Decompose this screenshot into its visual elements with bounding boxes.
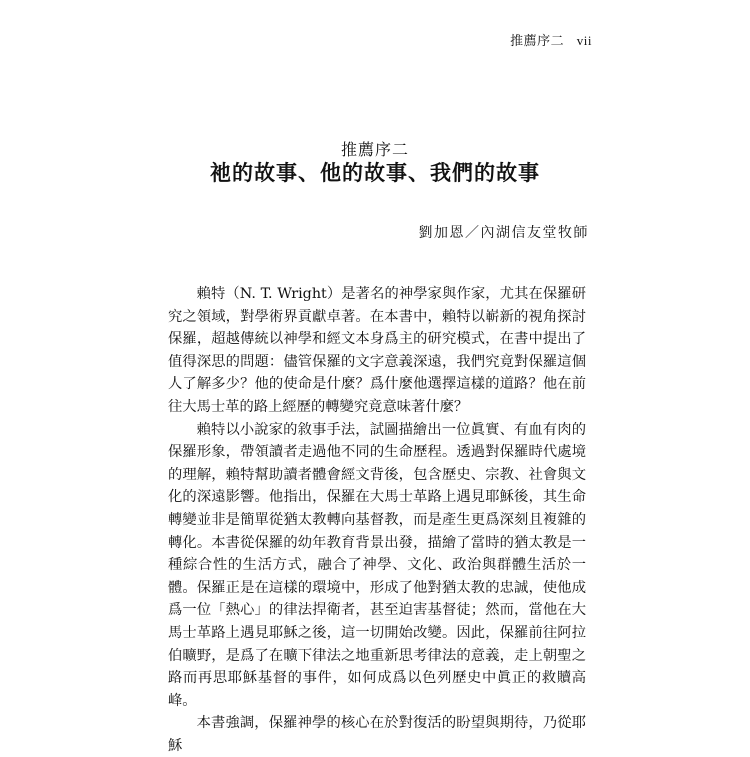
- running-header-title: 推薦序二: [510, 34, 565, 49]
- paragraph: 賴特（N. T. Wright）是著名的神學家與作家，尤其在保羅研究之領域，對學術界貢獻卓著。在本書中，賴特以嶄新的視角探討保羅，超越傳統以神學和經文本身爲主的研究模式，在書中提出了值得深思的問題：儘管保羅的文字意義深遠，我們究竟對保羅這個人了解多少？他的使命是什麼？爲什麼他選擇這樣的道路？他在前往大馬士革的路上經歷的轉變究竟意味著什麼？: [168, 286, 586, 415]
- chapter-title: 祂的故事、他的故事、我們的故事: [210, 160, 540, 185]
- running-header: [510, 30, 592, 49]
- paragraph: 賴特以小說家的敘事手法，試圖描繪出一位眞實、有血有肉的保羅形象，帶領讀者走過他不同的生命歷程。透過對保羅時代處境的理解，賴特幫助讀者體會經文背後，包含歷史、宗教、社會與文化的深遠影響。他指出，保羅在大馬士革路上遇見耶穌後，其生命轉變並非是簡單從猶太教轉向基督教，而是產生更爲深刻且複雜的轉化。本書從保羅的幼年教育背景出發，描繪了當時的猶太教是一種綜合性的生活方式，融合了神學、文化、政治與群體生活於一體。保羅正是在這樣的環境中，形成了他對猶太教的忠誠，使他成爲一位「熱心」的律法捍衛者，甚至迫害基督徒；然而，當他在大馬士革路上遇見耶穌之後，這一切開始改變。因此，保羅前往阿拉伯曠野，是爲了在曠下律法之地重新思考律法的意義，走上朝聖之路而再思耶穌基督的事件，如何成爲以色列歷史中眞正的救贖高峰。: [168, 421, 586, 709]
- chapter-label: 推薦序二: [340, 140, 409, 159]
- page-number: vii: [576, 33, 592, 48]
- author-byline: 劉加恩／內湖信友堂牧師: [418, 225, 589, 241]
- body-text: [168, 283, 586, 757]
- paragraph: 本書強調，保羅神學的核心在於對復活的盼望與期待，乃從耶穌: [168, 715, 586, 754]
